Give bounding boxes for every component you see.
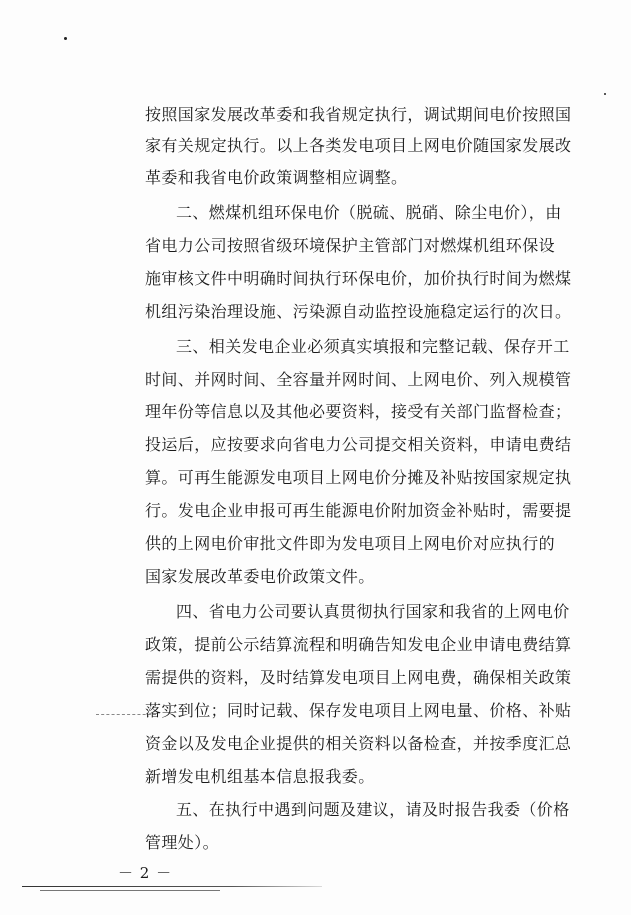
text-line: 行。发电企业申报可再生能源电价附加资金补贴时，需要提 <box>145 501 572 520</box>
text-line: 施审核文件中明确时间执行环保电价，加价执行时间为燃煤 <box>145 269 572 288</box>
page-number: － 2 － <box>118 864 173 882</box>
text-line: 四、省电力公司要认真贯彻执行国家和我省的上网电价 <box>176 602 570 621</box>
text-line: 管理处）。 <box>145 833 220 852</box>
text-line: 供的上网电价审批文件即为发电项目上网电价对应执行的 <box>145 534 556 553</box>
text-line: 按照国家发展改革委和我省规定执行，调试期间电价按照国 <box>145 105 572 124</box>
footer-rule <box>22 886 322 887</box>
text-line: 资金以及发电企业提供的相关资料以备检查，并按季度汇总 <box>145 734 572 753</box>
text-line: 革委和我省电价政策调整相应调整。 <box>145 168 408 187</box>
text-line: 政策，提前公示结算流程和明确告知发电企业申请电费结算 <box>145 635 572 654</box>
text-line: 需提供的资料，及时结算发电项目上网电费，确保相关政策 <box>145 668 572 687</box>
text-line: 新增发电机组基本信息报我委。 <box>145 767 375 786</box>
text-line: 落实到位；同时记载、保存发电项目上网电量、价格、补贴 <box>145 701 572 720</box>
text-line: 家有关规定执行。以上各类发电项目上网电价随国家发展改 <box>145 136 572 155</box>
text-line: 时间、并网时间、全容量并网时间、上网电价、列入规模管 <box>145 370 572 389</box>
text-line: 三、相关发电企业必须真实填报和完整记载、保存开工 <box>176 337 570 356</box>
text-line: 机组污染治理设施、污染源自动监控设施稳定运行的次日。 <box>145 302 572 321</box>
text-line: 投运后，应按要求向省电力公司提交相关资料，申请电费结 <box>145 435 572 454</box>
text-line: 理年份等信息以及其他必要资料，接受有关部门监督检查； <box>145 402 572 421</box>
footer-rule-shadow <box>40 890 220 891</box>
scan-artifact <box>96 714 156 719</box>
text-line: 算。可再生能源发电项目上网电价分摊及补贴按国家规定执 <box>145 468 572 487</box>
text-line: 二、燃煤机组环保电价（脱硫、脱硝、除尘电价），由 <box>176 203 562 222</box>
text-line: 省电力公司按照省级环境保护主管部门对燃煤机组环保设 <box>145 236 556 255</box>
text-line: 国家发展改革委电价政策文件。 <box>145 567 375 586</box>
text-line: 五、在执行中遇到问题及建议，请及时报告我委（价格 <box>176 800 570 819</box>
